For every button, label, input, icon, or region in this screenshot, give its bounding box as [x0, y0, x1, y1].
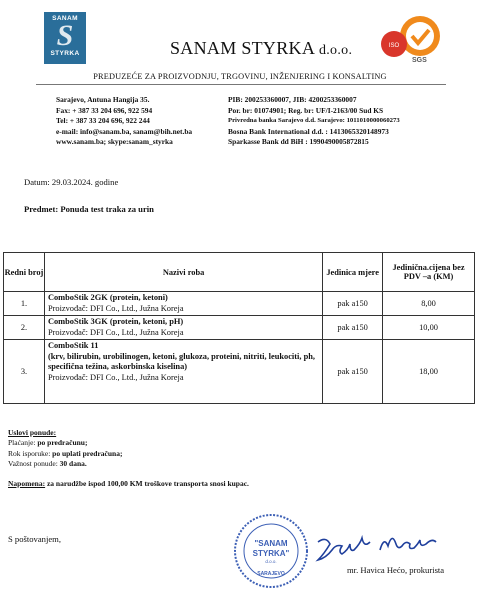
header-num: Redni broj — [4, 253, 45, 292]
subject-label: Predmet: — [24, 204, 59, 214]
delivery-line — [8, 449, 122, 459]
header-divider — [36, 84, 446, 85]
terms-title: Uslovi ponude: — [8, 428, 57, 437]
tel-line: Tel: + 387 33 204 696, 922 244 — [56, 116, 150, 125]
document-date: Datum: 29.03.2024. godine — [24, 177, 119, 187]
svg-text:SARAJEVO: SARAJEVO — [257, 571, 285, 577]
handwritten-signature — [314, 528, 444, 568]
note-label: Napomena: — [8, 479, 46, 488]
address-line: Sarajevo, Antuna Hangija 35. — [56, 95, 150, 104]
company-subtitle: PREDUZEĆE ZA PROIZVODNJU, TRGOVINU, INŽENJERING I KONSALTING — [93, 72, 387, 81]
header-unit: Jedinica mjere — [323, 253, 383, 292]
offer-table — [3, 252, 475, 404]
delivery-label: Rok isporuke: — [8, 448, 53, 458]
signer-name: mr. Havica Hećo, prokurista — [347, 565, 445, 575]
validity-line — [8, 459, 122, 469]
delivery-value: po uplati predračuna; — [52, 448, 123, 458]
note — [8, 479, 249, 488]
header-name: Nazivi roba — [44, 253, 322, 292]
row-item — [44, 316, 322, 340]
item-maker: Proizvođač: DFI Co., Ltd., Južna Koreja — [47, 303, 184, 313]
item-name: ComboStik 2GK (protein, ketoni) — [47, 293, 168, 302]
company-stamp-icon — [232, 512, 310, 590]
logo-letter: S — [56, 19, 74, 52]
subject-text: Ponuda test traka za urin — [60, 204, 154, 214]
row-unit: pak a150 — [323, 340, 383, 404]
company-name — [170, 38, 352, 59]
table-row — [4, 340, 475, 404]
company-logo — [44, 12, 86, 64]
logo-top-text: SANAM — [52, 15, 78, 22]
row-item — [44, 340, 322, 404]
row-num: 3. — [4, 340, 45, 404]
web-line: www.sanam.ba; skype:sanam_styrka — [56, 137, 173, 146]
validity-value: 30 dana. — [59, 458, 87, 468]
row-unit: pak a150 — [323, 292, 383, 316]
table-row — [4, 292, 475, 316]
item-name: ComboStik 11 — [47, 341, 99, 350]
payment-value: po predračunu; — [37, 438, 88, 448]
row-price: 10,00 — [383, 316, 475, 340]
svg-text:ISO: ISO — [388, 43, 400, 49]
fax-line: Fax: + 387 33 204 696, 922 594 — [56, 105, 153, 115]
note-text: za narudžbe ispod 100,00 KM troškove transporta snosi kupac. — [45, 479, 249, 488]
payment-label: Plaćanje: — [8, 438, 38, 448]
row-price: 18,00 — [383, 340, 475, 404]
logo-bottom-text: STYRKA — [50, 50, 80, 57]
item-maker: Proizvođač: DFI Co., Ltd., Južna Koreja — [47, 327, 184, 337]
row-item — [44, 292, 322, 316]
validity-label: Važnost ponude: — [8, 458, 60, 468]
sgs-certification-icon — [380, 14, 440, 64]
item-name: ComboStik 3GK (protein, ketoni, pH) — [47, 317, 184, 326]
company-name-text: SANAM STYRKA — [170, 38, 315, 58]
email-line: e-mail: info@sanam.ba, sanam@bih.net.ba — [56, 126, 193, 136]
subject — [24, 204, 154, 214]
table-row — [4, 316, 475, 340]
row-num: 1. — [4, 292, 45, 316]
row-price: 8,00 — [383, 292, 475, 316]
header-price: Jedinična.cijena bez PDV –a (KM) — [383, 253, 475, 292]
svg-text:d.o.o.: d.o.o. — [265, 559, 277, 564]
row-num: 2. — [4, 316, 45, 340]
svg-text:"SANAM: "SANAM — [254, 539, 288, 548]
contacts-left — [56, 95, 192, 148]
row-unit: pak a150 — [323, 316, 383, 340]
item-description: (krv, bilirubin, urobilinogen, ketoni, glukoza, proteini, nitriti, leukociti, ph, specifična težina, askorbinska kiselina) — [47, 351, 315, 371]
bank-line-3: Sparkasse Bank dd BiH : 1990490005872815 — [228, 137, 369, 146]
offer-terms — [8, 428, 122, 469]
svg-text:STYRKA": STYRKA" — [252, 549, 290, 558]
item-maker: Proizvođač: DFI Co., Ltd., Južna Koreja — [47, 372, 184, 382]
cert-label: SGS — [412, 57, 427, 64]
pib-line: PIB: 200253360007, JIB: 4200253360007 — [228, 95, 357, 104]
table-header-row — [4, 253, 475, 292]
company-suffix: d.o.o. — [318, 43, 353, 58]
bank-line-1: Privredna banka Sarajevo d.d. Sarajevo: 1011010000060273 — [228, 117, 400, 124]
closing: S poštovanjem, — [8, 534, 61, 544]
payment-line — [8, 438, 122, 448]
reg-line: Por. br: 01074901; Reg. br: UF/I-2163/00 Sud KS — [228, 105, 384, 115]
bank-line-2: Bosna Bank International d.d. : 1413065320148973 — [228, 126, 389, 136]
contacts-right — [228, 95, 400, 148]
